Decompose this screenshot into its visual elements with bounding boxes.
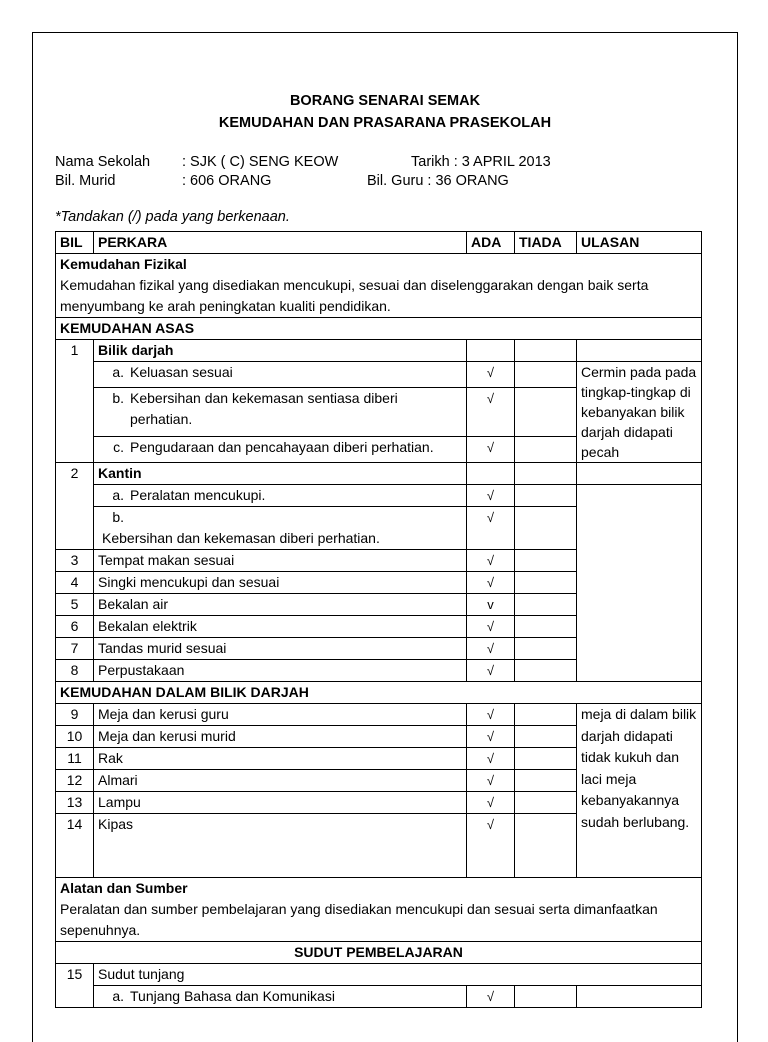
nama-sekolah-value: : SJK ( C) SENG KEOW: [182, 154, 339, 170]
sub-text: Keluasan sesuai: [130, 364, 233, 380]
tiada-check[interactable]: [515, 550, 577, 572]
ulasan-bilik-darjah: Cermin pada pada tingkap-tingkap di kebanyakan bilik darjah didapati pecah: [577, 362, 702, 463]
ada-check[interactable]: √: [467, 986, 515, 1008]
bil-guru: Bil. Guru : 36 ORANG: [367, 173, 509, 189]
ada-check[interactable]: v: [467, 594, 515, 616]
tiada-check[interactable]: [515, 748, 577, 770]
ada-check[interactable]: √: [467, 726, 515, 748]
bil-cell: 14: [56, 814, 94, 878]
ada-check[interactable]: √: [467, 437, 515, 463]
checklist-table: [55, 231, 702, 1008]
ada-check[interactable]: √: [467, 362, 515, 388]
tiada-check[interactable]: [515, 485, 577, 507]
bil-murid-value: : 606 ORANG: [182, 173, 272, 189]
bil-cell: 10: [56, 726, 94, 748]
sub-text: Kebersihan dan kekemasan sentiasa diberi perhatian.: [130, 389, 398, 427]
ada-check[interactable]: √: [467, 550, 515, 572]
ada-check[interactable]: √: [467, 638, 515, 660]
sub-label: b.: [112, 389, 124, 406]
tiada-check[interactable]: [515, 726, 577, 748]
ada-check[interactable]: √: [467, 814, 515, 878]
item-text: Rak: [94, 748, 467, 770]
table-row: [56, 463, 702, 485]
tiada-check[interactable]: [515, 770, 577, 792]
tiada-check[interactable]: [515, 660, 577, 682]
item-title: Sudut tunjang: [94, 964, 702, 986]
sub-text: Peralatan mencukupi.: [130, 487, 266, 503]
item-text: Almari: [94, 770, 467, 792]
document-page: [32, 32, 738, 1042]
header-bil: BIL: [56, 232, 94, 254]
ada-check[interactable]: √: [467, 616, 515, 638]
bil-cell: 8: [56, 660, 94, 682]
section-fizikal-desc: Kemudahan fizikal yang disediakan mencukupi, sesuai dan diselenggarakan dengan baik serta menyumbang ke arah peningkatan kualiti pendidikan.: [60, 277, 649, 314]
table-row: [56, 340, 702, 362]
header-ulasan: ULASAN: [577, 232, 702, 254]
section-alatan: [56, 878, 702, 942]
tarikh: Tarikh : 3 APRIL 2013: [411, 154, 551, 170]
item-title: Kantin: [94, 463, 467, 485]
tiada-check[interactable]: [515, 638, 577, 660]
item-text: Bekalan air: [94, 594, 467, 616]
table-row: [56, 986, 702, 1008]
section-fizikal: [56, 254, 702, 318]
ada-check[interactable]: √: [467, 704, 515, 726]
ada-check[interactable]: √: [467, 485, 515, 507]
tiada-check[interactable]: [515, 616, 577, 638]
instruction: *Tandakan (/) pada yang berkenaan.: [55, 209, 290, 225]
bil-cell: 9: [56, 704, 94, 726]
section-bilik-title: KEMUDAHAN DALAM BILIK DARJAH: [56, 682, 702, 704]
bil-cell: 11: [56, 748, 94, 770]
ada-check[interactable]: √: [467, 770, 515, 792]
sub-text: Tunjang Bahasa dan Komunikasi: [130, 988, 335, 1004]
header-row: [56, 232, 702, 254]
ada-check[interactable]: √: [467, 792, 515, 814]
tiada-check[interactable]: [515, 387, 577, 437]
header-tiada: TIADA: [515, 232, 577, 254]
ada-check[interactable]: √: [467, 748, 515, 770]
section-asas: [56, 318, 702, 340]
ada-check[interactable]: √: [467, 572, 515, 594]
tiada-check[interactable]: [515, 437, 577, 463]
tiada-check[interactable]: [515, 792, 577, 814]
section-bilik: [56, 682, 702, 704]
bil-cell: 7: [56, 638, 94, 660]
tiada-check[interactable]: [515, 362, 577, 388]
item-text: Tempat makan sesuai: [94, 550, 467, 572]
ulasan-meja: meja di dalam bilik darjah didapati tidak kukuh dan laci meja kebanyakannya sudah berlubang.: [577, 704, 702, 878]
item-text: Tandas murid sesuai: [94, 638, 467, 660]
ulasan-cell: [577, 986, 702, 1008]
sub-label: c.: [113, 439, 124, 456]
tiada-check[interactable]: [515, 572, 577, 594]
item-text: Singki mencukupi dan sesuai: [94, 572, 467, 594]
item-text: Kipas: [94, 814, 467, 878]
section-sudut-title: SUDUT PEMBELAJARAN: [56, 942, 702, 964]
form-title: BORANG SENARAI SEMAK: [289, 93, 481, 109]
section-alatan-title: Alatan dan Sumber: [60, 880, 188, 896]
table-row: [56, 362, 702, 388]
sub-text: Kebersihan dan kekemasan diberi perhatian.: [102, 530, 380, 546]
item-title: Bilik darjah: [94, 340, 467, 362]
bil-murid-label: Bil. Murid: [55, 173, 116, 189]
tiada-check[interactable]: [515, 986, 577, 1008]
tiada-check[interactable]: [515, 704, 577, 726]
bil-cell: 3: [56, 550, 94, 572]
nama-sekolah-label: Nama Sekolah: [55, 154, 151, 170]
bil-cell: 13: [56, 792, 94, 814]
sub-label: a.: [112, 364, 124, 380]
bil-cell: 1: [56, 340, 94, 463]
section-asas-title: KEMUDAHAN ASAS: [56, 318, 702, 340]
sub-text: Pengudaraan dan pencahayaan diberi perhatian.: [130, 439, 434, 456]
item-text: Bekalan elektrik: [94, 616, 467, 638]
bil-cell: 5: [56, 594, 94, 616]
ada-check[interactable]: √: [467, 660, 515, 682]
bil-cell: 4: [56, 572, 94, 594]
table-row: [56, 485, 702, 507]
table-row: [56, 964, 702, 986]
ada-check[interactable]: √: [467, 507, 515, 550]
bil-cell: 12: [56, 770, 94, 792]
ulasan-kantin: [577, 485, 702, 682]
item-text: Lampu: [94, 792, 467, 814]
section-fizikal-title: Kemudahan Fizikal: [60, 256, 187, 272]
tiada-check[interactable]: [515, 594, 577, 616]
section-sudut: [56, 942, 702, 964]
form-subtitle: KEMUDAHAN DAN PRASARANA PRASEKOLAH: [218, 115, 552, 131]
header-perkara: PERKARA: [94, 232, 467, 254]
item-text: Meja dan kerusi guru: [94, 704, 467, 726]
sub-label: b.: [112, 509, 124, 525]
ada-check[interactable]: √: [467, 387, 515, 437]
table-row: [56, 704, 702, 726]
item-text: Meja dan kerusi murid: [94, 726, 467, 748]
header-ada: ADA: [467, 232, 515, 254]
sub-label: a.: [112, 988, 124, 1004]
bil-cell: 6: [56, 616, 94, 638]
sub-label: a.: [112, 487, 124, 503]
tiada-check[interactable]: [515, 814, 577, 878]
item-text: Perpustakaan: [94, 660, 467, 682]
bil-cell: 15: [56, 964, 94, 1008]
bil-cell: 2: [56, 463, 94, 550]
section-alatan-desc: Peralatan dan sumber pembelajaran yang disediakan mencukupi dan sesuai serta dimanfaatkan sepenuhnya.: [60, 901, 658, 938]
tiada-check[interactable]: [515, 507, 577, 550]
